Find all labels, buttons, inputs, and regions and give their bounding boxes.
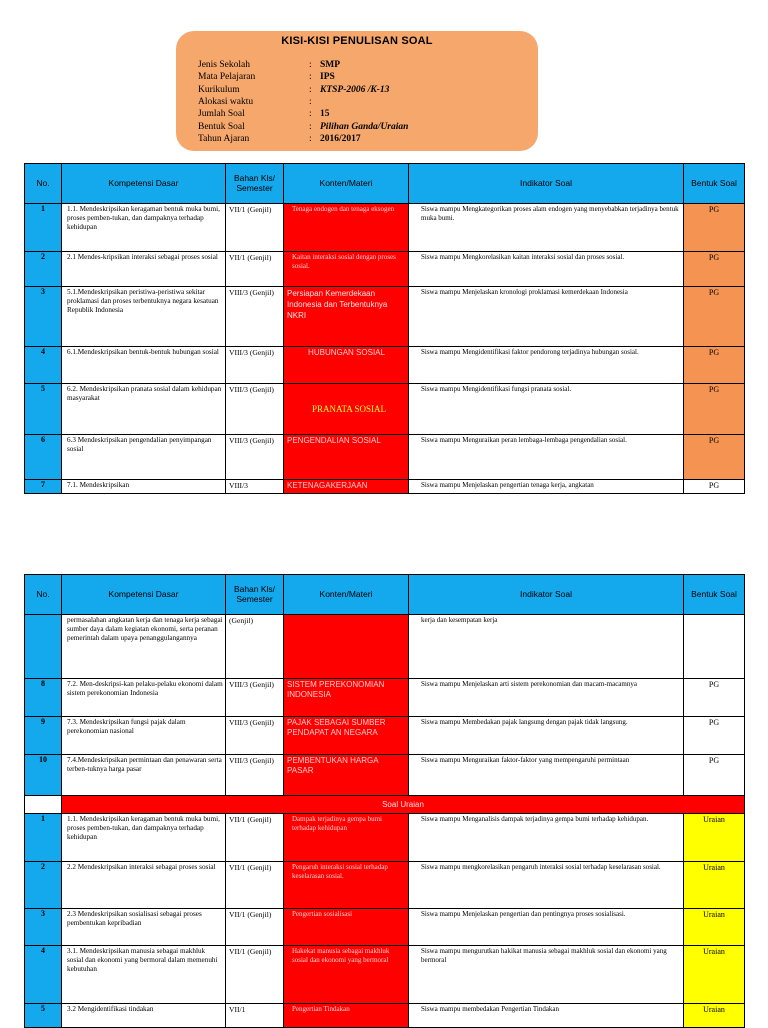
row-indikator: Siswa mampu Mengkorelasikan kaitan interaksi sosial dan proses sosial. bbox=[409, 252, 684, 287]
col-bentuk: Bentuk Soal bbox=[684, 164, 745, 204]
row-konten: KETENAGAKERJAAN bbox=[284, 480, 409, 494]
row-konten: Pengaruh interaksi sosial terhadap keselarasan sosial. bbox=[284, 862, 409, 909]
row-indikator: Siswa mampu Menguraikan faktor-faktor yang mempengaruhi permintaan bbox=[409, 755, 684, 796]
row-bahan: VIII/3 bbox=[226, 480, 284, 494]
row-bentuk bbox=[684, 615, 745, 679]
row-bahan: VII/1 (Genjil) bbox=[226, 946, 284, 1004]
header-field-value: 2016/2017 bbox=[320, 133, 361, 144]
row-bahan: VIII/3 (Genjil) bbox=[226, 717, 284, 755]
header-field-label: Tahun Ajaran bbox=[198, 133, 250, 144]
col-indikator: Indikator Soal bbox=[409, 575, 684, 615]
col-no: No. bbox=[25, 164, 62, 204]
row-bentuk: PG bbox=[684, 204, 745, 252]
header-field-colon: : bbox=[309, 109, 312, 120]
row-bentuk: PG bbox=[684, 435, 745, 480]
header-field-colon: : bbox=[309, 60, 312, 70]
table-row bbox=[25, 252, 745, 287]
row-indikator: Siswa mampu membedakan Pengertian Tindakan bbox=[409, 1004, 684, 1028]
table-row bbox=[25, 287, 745, 347]
row-konten: Tenaga endogen dan tenaga eksogen bbox=[284, 204, 409, 252]
row-kompetensi-dasar: 6.2. Mendeskripsikan pranata sosial dalam kehidupan masyarakat bbox=[62, 384, 226, 435]
row-konten: SISTEM PEREKONOMIAN INDONESIA bbox=[284, 679, 409, 717]
row-konten: Pengertian sosialisasi bbox=[284, 909, 409, 946]
header-field-colon: : bbox=[309, 72, 312, 83]
col-bahan: Bahan Kls/ Semester bbox=[226, 164, 284, 204]
header-field-label: Bentuk Soal bbox=[198, 121, 245, 132]
header-field-value: 15 bbox=[320, 109, 330, 120]
row-bahan: VII/1 (Genjil) bbox=[226, 252, 284, 287]
row-bentuk: PG bbox=[684, 679, 745, 717]
row-no: 7 bbox=[25, 480, 62, 494]
header-field-label: Alokasi waktu bbox=[198, 96, 254, 107]
row-bentuk: Uraian bbox=[684, 909, 745, 946]
col-no: No. bbox=[25, 575, 62, 615]
row-no: 3 bbox=[25, 287, 62, 347]
table-row bbox=[25, 204, 745, 252]
header-field-label: Jenis Sekolah bbox=[198, 60, 250, 70]
row-no: 4 bbox=[25, 347, 62, 384]
row-bahan: VII/1 bbox=[226, 1004, 284, 1028]
table-row bbox=[25, 814, 745, 862]
row-bentuk: PG bbox=[684, 252, 745, 287]
row-konten: Kaitan interaksi sosial dengan proses sosial. bbox=[284, 252, 409, 287]
row-no: 1 bbox=[25, 204, 62, 252]
table-row bbox=[25, 384, 745, 435]
row-bahan: VII/1 (Genjil) bbox=[226, 204, 284, 252]
row-indikator: Siswa mampu Menjelaskan pengertian tenaga kerja, angkatan bbox=[409, 480, 684, 494]
row-indikator: Siswa mampu Menjelaskan arti sistem perekonomian dan macam-macamnya bbox=[409, 679, 684, 717]
table-row bbox=[25, 679, 745, 717]
row-no: 1 bbox=[25, 814, 62, 862]
row-bahan: VIII/3 (Genjil) bbox=[226, 755, 284, 796]
row-konten: PENGENDALIAN SOSIAL bbox=[284, 435, 409, 480]
table-row bbox=[25, 480, 745, 494]
table-row bbox=[25, 862, 745, 909]
row-no: 10 bbox=[25, 755, 62, 796]
header-field-value: SMP bbox=[320, 60, 341, 70]
header-field-colon: : bbox=[309, 133, 312, 144]
row-indikator: Siswa mampu mengurutkan hakikat manusia sebagai makhluk sosial dan ekonomi yang bermoral bbox=[409, 946, 684, 1004]
row-bahan: VII/1 (Genjil) bbox=[226, 909, 284, 946]
header-field-label: Mata Pelajaran bbox=[198, 72, 256, 83]
row-konten bbox=[284, 615, 409, 679]
row-bentuk: PG bbox=[684, 717, 745, 755]
row-no: 8 bbox=[25, 679, 62, 717]
row-no: 5 bbox=[25, 384, 62, 435]
row-bentuk: PG bbox=[684, 347, 745, 384]
row-konten: Persiapan Kemerdekaan Indonesia dan Terbentuknya NKRI bbox=[284, 287, 409, 347]
row-bentuk: PG bbox=[684, 384, 745, 435]
row-no: 9 bbox=[25, 717, 62, 755]
row-bahan: (Genjil) bbox=[226, 615, 284, 679]
row-kompetensi-dasar: 2.2 Mendeskripsikan interaksi sebagai proses sosial bbox=[62, 862, 226, 909]
row-konten: Hakekat manusia sebagai makhluk sosial dan ekonomi yang bermoral bbox=[284, 946, 409, 1004]
row-no: 4 bbox=[25, 946, 62, 1004]
row-konten: PEMBENTUKAN HARGA PASAR bbox=[284, 755, 409, 796]
row-konten: PAJAK SEBAGAI SUMBER PENDAPAT AN NEGARA bbox=[284, 717, 409, 755]
row-no: 5 bbox=[25, 1004, 62, 1028]
kisi-kisi-table-page-1 bbox=[24, 163, 745, 494]
table-row bbox=[25, 946, 745, 1004]
col-konten: Konten/Materi bbox=[284, 164, 409, 204]
row-bahan: VII/1 (Genjil) bbox=[226, 862, 284, 909]
row-kompetensi-dasar: 6.3 Mendeskripsikan pengendalian penyimpangan sosial bbox=[62, 435, 226, 480]
row-kompetensi-dasar: permasalahan angkatan kerja dan tenaga kerja sebagai sumber daya dalam kegiatan ekonomi, serta peranan pemerintah dalam upaya penanggulangannya bbox=[62, 615, 226, 679]
kisi-kisi-table-page-2 bbox=[24, 574, 745, 1028]
header-field-value: KTSP-2006 /K-13 bbox=[320, 84, 390, 95]
document-title: KISI-KISI PENULISAN SOAL bbox=[281, 35, 433, 47]
row-indikator: Siswa mampu Membedakan pajak langsung dengan pajak tidak langsung. bbox=[409, 717, 684, 755]
row-no: 2 bbox=[25, 862, 62, 909]
row-bahan: VIII/3 (Genjil) bbox=[226, 679, 284, 717]
row-kompetensi-dasar: 6.1.Mendeskripsikan bentuk-bentuk hubungan sosial bbox=[62, 347, 226, 384]
row-kompetensi-dasar: 7.3. Mendeskripsikan fungsi pajak dalam perekonomian nasional bbox=[62, 717, 226, 755]
col-kompetensi-dasar: Kompetensi Dasar bbox=[62, 164, 226, 204]
row-no: 3 bbox=[25, 909, 62, 946]
row-kompetensi-dasar: 3.1. Mendeskripsikan manusia sebagai makhluk sosial dan ekonomi yang bermoral dalam memenuhi kebutuhan bbox=[62, 946, 226, 1004]
col-indikator: Indikator Soal bbox=[409, 164, 684, 204]
row-kompetensi-dasar: 2.3 Mendeskripsikan sosialisasi sebagai proses pembentukan kepribadian bbox=[62, 909, 226, 946]
table-row bbox=[25, 755, 745, 796]
row-konten: Dampak terjadinya gempa bumi terhadap kehidupan bbox=[284, 814, 409, 862]
header-box bbox=[176, 31, 538, 151]
row-bentuk: Uraian bbox=[684, 814, 745, 862]
row-kompetensi-dasar: 1.1. Mendeskripsikan keragaman bentuk muka bumi, proses pemben-tukan, dan dampaknya terhadap kehidupan bbox=[62, 204, 226, 252]
row-no bbox=[25, 615, 62, 679]
row-bentuk: Uraian bbox=[684, 1004, 745, 1028]
header-field-label: Jumlah Soal bbox=[198, 109, 245, 120]
row-konten: HUBUNGAN SOSIAL bbox=[284, 347, 409, 384]
table-row bbox=[25, 347, 745, 384]
table-row bbox=[25, 717, 745, 755]
row-bahan: VII/1 (Genjil) bbox=[226, 814, 284, 862]
row-bahan: VIII/3 (Genjil) bbox=[226, 384, 284, 435]
row-bentuk: Uraian bbox=[684, 862, 745, 909]
row-no: 6 bbox=[25, 435, 62, 480]
row-kompetensi-dasar: 7.4.Mendeskripsikan permintaan dan penawaran serta terben-tuknya harga pasar bbox=[62, 755, 226, 796]
section-row-uraian bbox=[25, 796, 745, 814]
row-kompetensi-dasar: 5.1.Mendeskripsikan peristiwa-peristiwa sekitar proklamasi dan proses terbentuknya negara kesatuan Republik Indonesia bbox=[62, 287, 226, 347]
table-row bbox=[25, 435, 745, 480]
col-bahan: Bahan Kls/ Semester bbox=[226, 575, 284, 615]
row-indikator: Siswa mampu Menjelaskan kronologi proklamasi kemerdekaan Indonesia bbox=[409, 287, 684, 347]
row-bahan: VIII/3 (Genjil) bbox=[226, 435, 284, 480]
col-kompetensi-dasar: Kompetensi Dasar bbox=[62, 575, 226, 615]
section-label-uraian: Soal Uraian bbox=[62, 796, 745, 814]
row-bahan: VIII/3 (Genjil) bbox=[226, 347, 284, 384]
header-field-colon: : bbox=[309, 84, 312, 95]
row-indikator: Siswa mampu Menguraikan peran lembaga-lembaga pengendalian sosial. bbox=[409, 435, 684, 480]
row-indikator: Siswa mampu Mengidentifikasi faktor pendorong terjadinya hubungan sosial. bbox=[409, 347, 684, 384]
row-bentuk: PG bbox=[684, 287, 745, 347]
table-row bbox=[25, 909, 745, 946]
row-konten: Pengertian Tindakan bbox=[284, 1004, 409, 1028]
row-konten: PRANATA SOSIAL bbox=[284, 384, 409, 435]
row-bentuk: Uraian bbox=[684, 946, 745, 1004]
row-no: 2 bbox=[25, 252, 62, 287]
row-kompetensi-dasar: 1.1. Mendeskripsikan keragaman bentuk muka bumi, proses pemben-tukan, dan dampaknya terhadap kehidupan bbox=[62, 814, 226, 862]
row-bentuk: PG bbox=[684, 755, 745, 796]
row-bahan: VIII/3 (Genjil) bbox=[226, 287, 284, 347]
table-row-continuation bbox=[25, 615, 745, 679]
row-indikator: Siswa mampu Mengidentifikasi fungsi pranata sosial. bbox=[409, 384, 684, 435]
row-kompetensi-dasar: 7.1. Mendeskripsikan bbox=[62, 480, 226, 494]
row-kompetensi-dasar: 7.2. Men-deskripsi-kan pelaku-pelaku ekonomi dalam sistem perekonomian Indonesia bbox=[62, 679, 226, 717]
header-field-value: IPS bbox=[320, 72, 335, 83]
header-field-value: Pilihan Ganda/Uraian bbox=[320, 121, 409, 132]
row-bentuk: PG bbox=[684, 480, 745, 494]
row-indikator: Siswa mampu Mengkategorikan proses alam endogen yang menyebabkan terjadinya bentuk muka bumi. bbox=[409, 204, 684, 252]
row-indikator: Siswa mampu Menjelaskan pengertian dan pentingnya proses sosialisasi. bbox=[409, 909, 684, 946]
row-indikator: Siswa mampu Menganalisis dampak terjadinya gempa bumi terhadap kehidupan. bbox=[409, 814, 684, 862]
header-field-colon: : bbox=[309, 121, 312, 132]
col-bentuk: Bentuk Soal bbox=[684, 575, 745, 615]
col-konten: Konten/Materi bbox=[284, 575, 409, 615]
row-kompetensi-dasar: 3.2 Mengidentifikasi tindakan bbox=[62, 1004, 226, 1028]
row-indikator: kerja dan kesempatan kerja bbox=[409, 615, 684, 679]
section-blank-cell bbox=[25, 796, 62, 814]
header-field-colon: : bbox=[309, 96, 312, 107]
row-kompetensi-dasar: 2.1 Mendes-kripsikan interaksi sebagai proses sosial bbox=[62, 252, 226, 287]
header-field-label: Kurikulum bbox=[198, 84, 240, 95]
row-indikator: Siswa mampu mengkorelasikan pengaruh interaksi sosial terhadap keselarasan sosial. bbox=[409, 862, 684, 909]
